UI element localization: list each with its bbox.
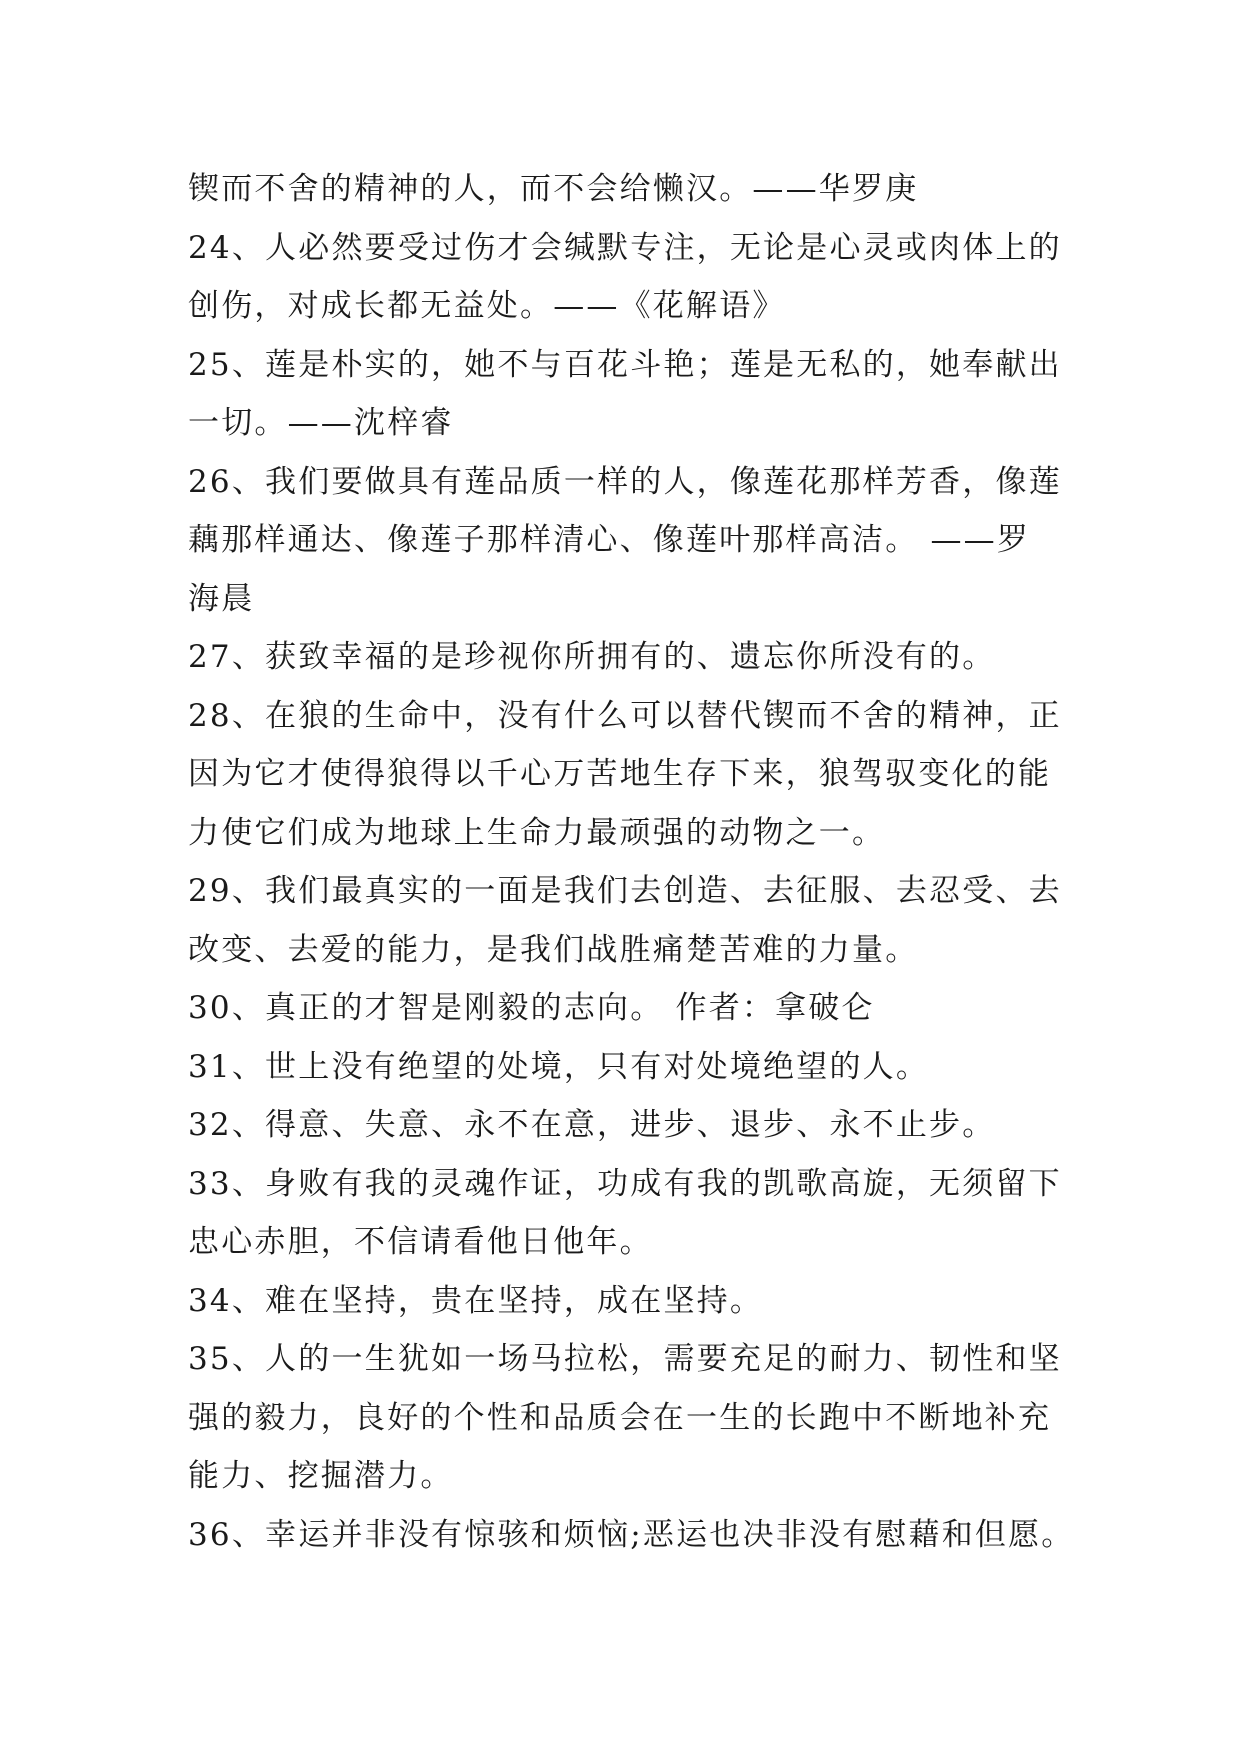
text-line: 力使它们成为地球上生命力最顽强的动物之一。 [188,814,886,851]
text-line: 因为它才使得狼得以千心万苦地生存下来，狼驾驭变化的能 [188,756,1052,792]
text-line: 34、难在坚持，贵在坚持，成在坚持。 [188,1282,764,1319]
text-line: 忠心赤胆，不信请看他日他年。 [188,1224,653,1260]
text-line: 32、得意、失意、永不在意，进步、退步、永不止步。 [188,1107,996,1143]
text-line: 25、莲是朴实的，她不与百花斗艳；莲是无私的，她奉献出 [188,346,1062,383]
text-line: 33、身败有我的灵魂作证，功成有我的凯歌高旋，无须留下 [188,1165,1062,1202]
text-line: 31、世上没有绝望的处境，只有对处境绝望的人。 [188,1048,930,1085]
text-line: 一切。——沈梓睿 [188,405,454,441]
text-line: 24、人必然要受过伤才会缄默专注，无论是心灵或肉体上的 [188,229,1062,266]
text-line: 29、我们最真实的一面是我们去创造、去征服、去忍受、去 [188,873,1062,909]
text-line: 海晨 [188,580,255,617]
text-line: 35、人的一生犹如一场马拉松，需要充足的耐力、韧性和坚 [188,1341,1062,1377]
quote-text-block [188,160,1075,1564]
text-line: 26、我们要做具有莲品质一样的人，像莲花那样芳香，像莲 [188,463,1062,500]
text-line: 锲而不舍的精神的人，而不会给懒汉。——华罗庚 [188,171,919,207]
text-line: 强的毅力，良好的个性和品质会在一生的长跑中不断地补充 [188,1399,1052,1436]
text-line: 能力、挖掘潜力。 [188,1458,454,1494]
text-line: 创伤，对成长都无益处。——《花解语》 [188,288,786,324]
text-line: 36、幸运并非没有惊骇和烦恼;恶运也决非没有慰藉和但愿。 [188,1516,1075,1553]
text-line: 改变、去爱的能力，是我们战胜痛楚苦难的力量。 [188,931,919,968]
text-line: 28、在狼的生命中，没有什么可以替代锲而不舍的精神，正 [188,697,1062,734]
text-line: 30、真正的才智是刚毅的志向。 作者：拿破仑 [188,990,875,1026]
text-line: 藕那样通达、像莲子那样清心、像莲叶那样高洁。 ——罗 [188,522,1031,558]
text-line: 27、获致幸福的是珍视你所拥有的、遗忘你所没有的。 [188,639,996,675]
